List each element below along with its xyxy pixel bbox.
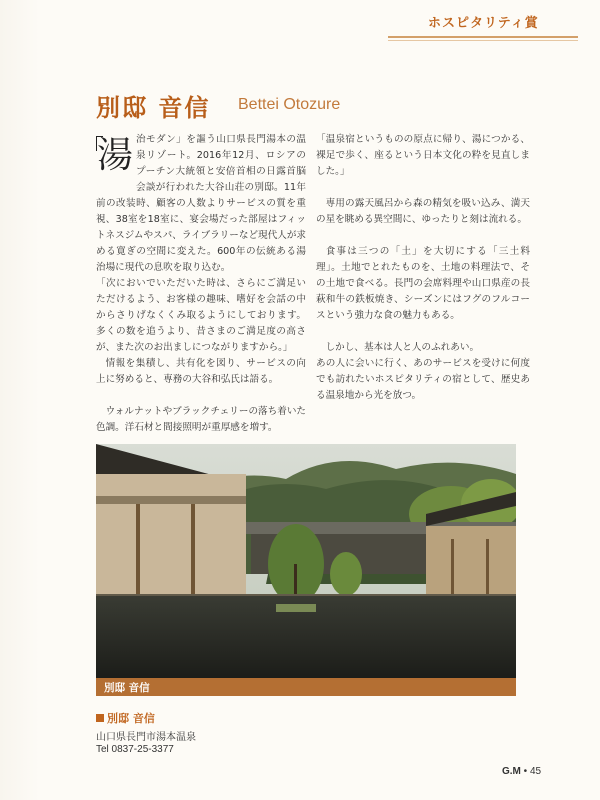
info-name-text: 別邸 音信 — [107, 712, 155, 725]
spacer — [316, 180, 530, 196]
paragraph: 治モダン」を謳う山口県長門湯本の温泉リゾート。2016年12月、ロシアのプーチン大統領と安倍首相の日露首脳会談が行われた大谷山荘の別邸。11年前の改装時、顧客の人数よりサービスの質を重視、38室を18室に、宴会場だった部屋はフィットネスジムやスパ、ライブラリーなど現代人が求める寛ぎの空間に変えた。600年の伝統ある湯治場に現代の息吹を取り込む。 — [96, 134, 307, 273]
category-label: ホスピタリティ賞 — [428, 16, 539, 31]
category-rule-thin — [388, 40, 578, 41]
quote-paragraph: 「温泉宿というものの原点に帰り、湯につかる、裸足で歩く、座るという日本文化の粋を見直しました。」 — [316, 134, 530, 177]
magazine-name: G.M — [502, 766, 521, 777]
info-name — [96, 710, 155, 726]
paragraph: ウォルナットやブラックチェリーの落ち着いた色調。洋石材と間接照明が重厚感を増す。 — [96, 406, 307, 433]
spacer — [96, 388, 306, 404]
square-bullet-icon — [96, 714, 104, 722]
quote-paragraph: 「次においでいただいた時は、さらにご満足いただけるよう、お客様の趣味、嗜好を会話の中からさりげなくくみ取るようにしております。多くの数を追うより、昔さまのご満足度の高さが、また次のお出ましにつながりますから。」 — [96, 278, 306, 353]
photo-illustration — [96, 444, 516, 678]
photo-caption: 別邸 音信 — [104, 682, 150, 694]
paragraph: 食事は三つの「土」を大切にする「三土料理」。土地でとれたものを、土地の料理法で、その土地で食べる。長門の会席料理や山口県産の長萩和牛の鉄板焼き、シーズンにはフグのフルコースという強力な食の魅力もある。 — [316, 246, 530, 321]
folio-separator: • — [523, 766, 528, 777]
spacer — [316, 324, 530, 340]
spacer — [316, 228, 530, 244]
article-column-right — [316, 132, 530, 404]
page-folio — [502, 766, 541, 777]
info-address: 山口県長門市湯本温泉 — [96, 732, 196, 743]
paragraph: あの人に会いに行く、あのサービスを受けに何度でも訪れたいホスピタリティの宿として、歴史ある温泉地から光を放つ。 — [316, 358, 530, 401]
page-number: 45 — [529, 766, 542, 777]
article-title: 別邸 音信 — [96, 94, 211, 122]
paragraph: 専用の露天風呂から森の精気を吸い込み、満天の星を眺める異空間に、ゆったりと刻は流れる。 — [316, 198, 530, 225]
article-subtitle-en: Bettei Otozure — [238, 96, 341, 113]
lead-paragraph — [96, 132, 306, 276]
paragraph: しかし、基本は人と人のふれあい。 — [325, 342, 480, 353]
article-column-left — [96, 132, 306, 436]
category-rule — [388, 36, 578, 38]
paragraph: 情報を集積し、共有化を図り、サービスの向上に努めると、専務の大谷和弘氏は語る。 — [96, 358, 306, 385]
info-tel: Tel 0837-25-3377 — [96, 744, 174, 755]
resort-courtyard-photo — [96, 444, 516, 678]
dropcap: 湯 — [96, 134, 134, 182]
photo-caption-bar — [96, 678, 516, 696]
